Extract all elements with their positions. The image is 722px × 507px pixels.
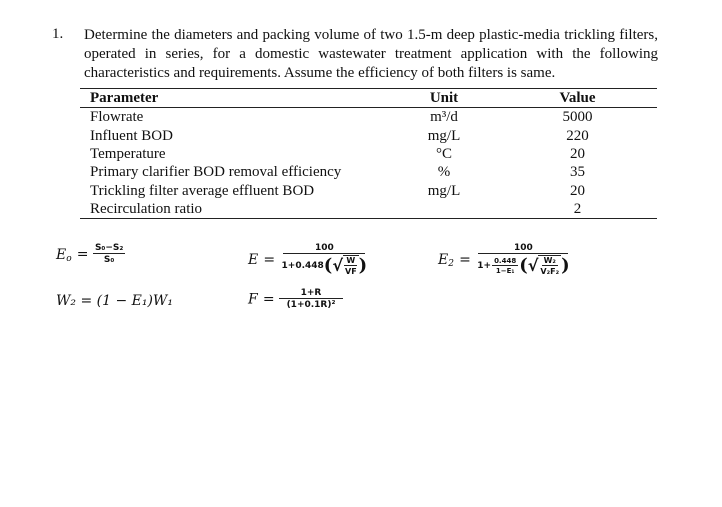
cell-parameter: Recirculation ratio [80,200,390,219]
e2-lhs: $E_2$ [438,252,454,269]
e-den-prefix: 1+0.448 [281,260,324,271]
equation-e2: $E_2$ = 100 1+ $\frac{0.448}{\text{1−E₁}}$ ( √ $\frac{\text{W₂}}{\text{V₂F₂}}$ ) [438,243,570,276]
problem-number: 1. [52,26,64,42]
e-root-num: W [346,256,356,265]
cell-unit: °C [435,145,452,162]
e2-sqrt: √ $\frac{\text{W₂}}{\text{V₂F₂}}$ [527,256,560,276]
cell-value: 5000 [562,109,593,126]
cell-unit: % [437,164,451,181]
header-parameter: Parameter [80,89,390,108]
cell-value: 20 [570,145,585,162]
eo-numerator: S₀−S₂ [94,243,124,253]
table-row [80,126,657,144]
f-fraction [279,288,343,310]
equation-e: E = 100 1+0.448 ( √ $\frac{W}{VF}$ ) [248,243,368,276]
e-sqrt: √ $\frac{W}{VF}$ [332,256,357,276]
cell-unit: m³/d [430,109,458,126]
cell-unit: mg/L [427,182,461,199]
cell-value: 2 [498,200,657,219]
e-numerator: 100 [283,243,365,254]
f-numerator: 1+R [279,288,343,299]
f-lhs: F [248,291,258,308]
cell-parameter: Flowrate [90,109,144,126]
cell-parameter: Influent BOD [90,127,173,144]
parameters-table [80,88,657,219]
problem-text: Determine the diameters and packing volume of two 1.5-m deep plastic-media trickling filters, operated in series, for a domestic wastewater treatment application with the following characteristics and requirements. Assume the efficiency of both filters is same. [84,27,658,81]
cell-parameter: Temperature [90,145,166,162]
cell-value: 220 [566,127,589,144]
table-row [80,182,657,200]
header-value: Value [498,89,657,108]
e2-denominator: 1+ $\frac{0.448}{\text{1−E₁}}$ ( √ $\frac{\text{W₂}}{\text{V₂F₂}}$ ) [477,255,570,276]
cell-value: 20 [570,182,585,199]
table-row [80,200,657,219]
header-unit: Unit [390,89,498,108]
equation-f: F = $\frac{1+R}{\text{(1+0.1R)²}}$ [248,288,343,310]
cell-value: 35 [570,164,585,181]
table-row [80,163,657,181]
cell-parameter: Trickling filter average effluent BOD [90,182,315,199]
equation-w2: W₂ = (1 − E₁)W₁ [56,293,173,309]
e2-inner-den: 1−E₁ [495,266,515,275]
e-lhs: E [248,252,259,268]
e2-numerator: 100 [478,243,568,254]
table-row [80,145,657,163]
cell-unit: mg/L [427,127,461,144]
e2-root-num: W₂ [543,256,556,265]
eo-lhs: $E_o$ [56,246,72,264]
cell-unit [390,200,498,219]
e-fraction [280,243,370,276]
f-denominator: (1+0.1R)² [286,300,336,310]
eo-fraction [93,243,125,265]
table-header-row [80,89,657,108]
e-root-den: VF [345,267,357,276]
equation-eo: $E_o$ = $\frac{\text{S₀−S₂}}{\text{S₀}}$ [56,243,124,265]
eo-denominator: S₀ [103,255,115,265]
e2-inner-num: 0.448 [494,256,517,265]
e2-den-prefix: 1+ [477,260,492,271]
e2-fraction [475,243,571,276]
e2-root-den: V₂F₂ [540,267,560,276]
e-denominator: 1+0.448 ( √ $\frac{W}{VF}$ ) [281,255,368,276]
table-row [80,108,657,127]
cell-parameter: Primary clarifier BOD removal efficiency [90,164,342,181]
